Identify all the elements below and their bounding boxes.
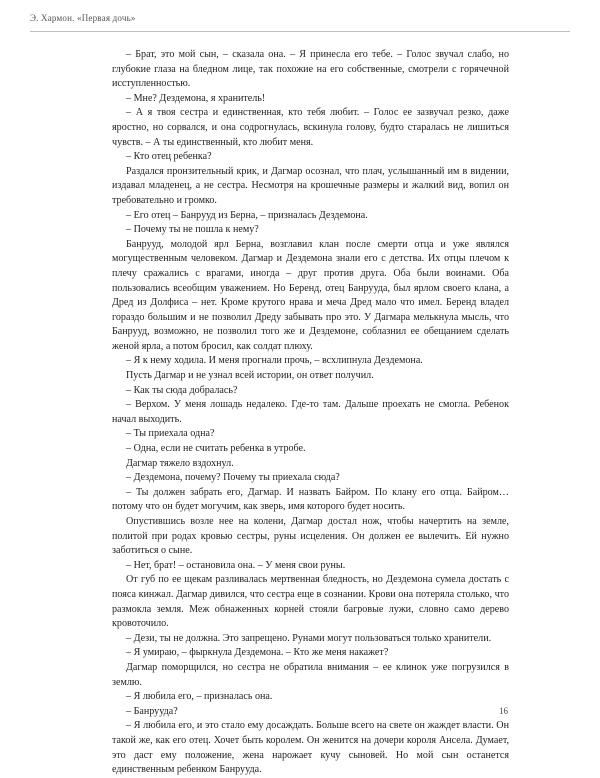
paragraph: – Я к нему ходила. И меня прогнали прочь, – всхлипнула Дездемона. — [126, 355, 423, 367]
paragraph: – Брат, это мой сын, – сказала она. – Я принесла его тебе. – Голос звучал слабо, но глубокие глаза на бледном лице, так похожие на его собственные, смотрели с горячечной исступленностью. — [112, 49, 509, 90]
paragraph: – Я любила его, – призналась она. — [126, 691, 273, 703]
paragraph: – Банрууда? — [126, 705, 178, 717]
paragraph: – Ты приехала одна? — [126, 428, 215, 440]
paragraph: – Как ты сюда добралась? — [126, 384, 238, 396]
paragraph: – Дездемона, почему? Почему ты приехала сюда? — [126, 472, 340, 484]
paragraph: Раздался пронзительный крик, и Дагмар осознал, что плач, услышанный им в видении, издавал младенец, а не сестра. Несмотря на крошечные размеры и жалкий вид, вопил он требовательно и громко. — [112, 165, 509, 206]
paragraph: – Мне? Дездемона, я хранитель! — [126, 92, 266, 104]
paragraph: – Кто отец ребенка? — [126, 151, 212, 163]
paragraph: – А я твоя сестра и единственная, кто тебя любит. – Голос ее зазвучал резко, даже яростно, но сорвался, и она содрогнулась, вскинула голову, будто старалась не лишиться чувств. – А ты единственный, кто любит меня. — [112, 107, 509, 148]
paragraph: – Я умираю, – фыркнула Дездемона. – Кто же меня накажет? — [126, 647, 389, 659]
paragraph: От губ по ее щекам разливалась мертвенная бледность, но Дездемона сумела достать с пояса кинжал. Дагмар дивился, что сестра еще в сознании. Крови она потеряла столько, что размокла земля. Меж обнаженных корней стояли багровые лужи, словно само дерево кровоточило. — [112, 574, 509, 630]
paragraph: – Я любила его, и это стало ему досаждать. Больше всего на свете он жаждет власти. Он такой же, как его отец. Хочет быть королем. Он женится на дочери короля Ансела. Думает, это даст ему положение, жена нарожает кучу сыновей. Но мой сын останется единственным ребенком Банрууда. — [112, 720, 509, 776]
header-divider — [30, 31, 570, 32]
page-body-text — [112, 48, 509, 778]
paragraph: – Дези, ты не должна. Это запрещено. Рунами могут пользоваться только хранители. — [126, 632, 492, 644]
paragraph: Дагмар поморщился, но сестра не обратила внимания – ее клинок уже погрузился в землю. — [112, 661, 509, 688]
paragraph: Опустившись возле нее на колени, Дагмар достал нож, чтобы начертить на земле, политой при родах кровью сестры, руны исцеления. Он должен ее вылечить. Ей нужно заботиться о сыне. — [112, 516, 509, 557]
running-header-title: Э. Хармон. «Первая дочь» — [30, 13, 136, 23]
paragraph: Дагмар тяжело вздохнул. — [126, 457, 234, 469]
paragraph: – Нет, брат! – остановила она. – У меня свои руны. — [126, 559, 346, 571]
paragraph: – Почему ты не пошла к нему? — [126, 224, 259, 236]
paragraph: – Ты должен забрать его, Дагмар. И назвать Байром. По клану его отца. Байром… потому что он будет могучим, как зверь, имя которого будет носить. — [112, 486, 509, 513]
paragraph: Банрууд, молодой ярл Берна, возглавил клан после смерти отца и уже являлся могущественным человеком. Дагмар и Дездемона знали его с детства. Их отцы плечом к плечу сражались с врагами, иногда – друг против друга. Оба были воинами. Оба пользовались всеобщим уважением. Но Беренд, отец Банрууда, был ярлом своего клана, а Дред из Долфиса – нет. Кроме крутого нрава и меча Дред мало что имел. Беренд владел гораздо большим и не позволил Дреду забывать про это. У Дагмара мелькнула мысль, что Банрууд, возможно, не позволил того же и Дездемоне, соблазнил ее обещанием сделать женой ярла, а потом бросил, как солдат плюху. — [112, 238, 509, 352]
paragraph: – Одна, если не считать ребенка в утробе. — [126, 443, 306, 455]
paragraph: – Верхом. У меня лошадь недалеко. Где-то там. Дальше проехать не смогла. Ребенок начал выходить. — [112, 399, 509, 425]
paragraph: Пусть Дагмар и не узнал всей истории, он ответ получил. — [126, 370, 374, 382]
page-number: 16 — [499, 706, 508, 716]
paragraph: – Его отец – Банрууд из Берна, – призналась Дездемона. — [126, 209, 368, 221]
